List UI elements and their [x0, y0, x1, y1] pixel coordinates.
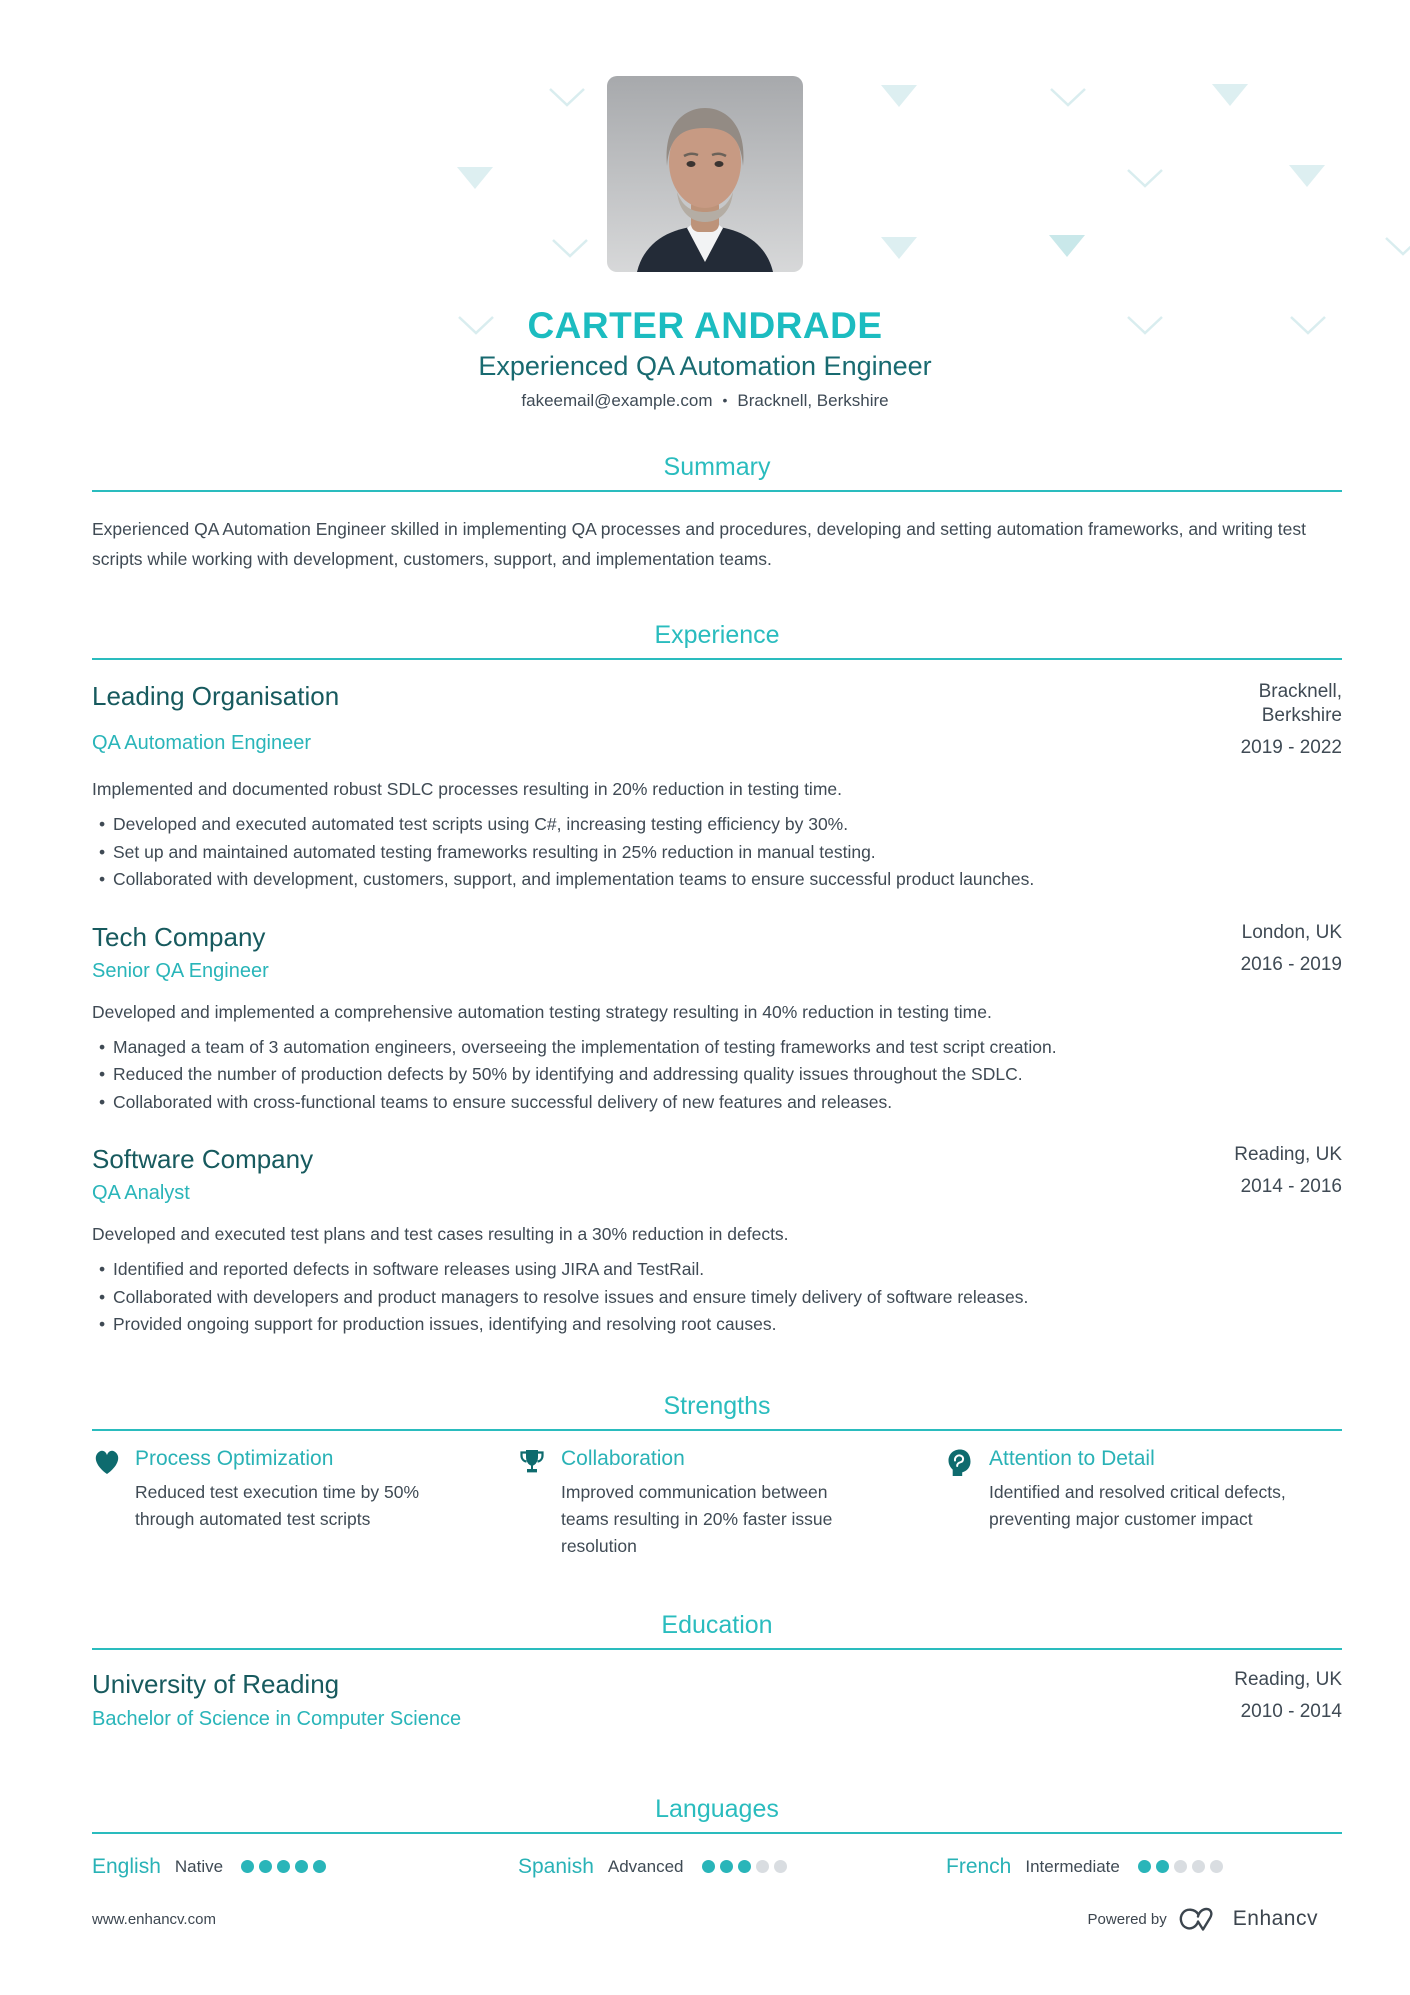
job-role: QA Automation Engineer [92, 732, 312, 754]
strength-title: Collaboration [561, 1446, 685, 1470]
bullet-item: • Managed a team of 3 automation engineers, overseeing the implementation of testing frameworks and test script creation. [92, 1034, 1342, 1062]
language-item [946, 1855, 1342, 1879]
trophy-icon [518, 1446, 561, 1483]
degree-name: Bachelor of Science in Computer Science [92, 1707, 462, 1730]
section-divider [92, 658, 1342, 660]
language-item [92, 1855, 518, 1879]
language-rating-dots [702, 1860, 787, 1873]
section-heading-strengths: Strengths [663, 1391, 771, 1420]
job-location: Bracknell, Berkshire [1258, 681, 1342, 726]
bullet-item: • Collaborated with cross-functional teams to ensure successful delivery of new features and releases. [92, 1089, 1342, 1117]
section-heading-languages: Languages [655, 1794, 779, 1823]
language-rating-dots [1138, 1860, 1223, 1873]
section-experience [92, 620, 1342, 1339]
language-name: Spanish [518, 1854, 594, 1878]
strength-text: Identified and resolved critical defects, preventing major customer impact [989, 1481, 1286, 1529]
education-dates: 2010 - 2014 [1240, 1700, 1342, 1722]
bullet-item: • Identified and reported defects in software releases using JIRA and TestRail. [92, 1256, 1342, 1284]
job-dates: 2019 - 2022 [1240, 737, 1342, 758]
contact-location: Bracknell, Berkshire [737, 391, 889, 410]
job-location: London, UK [1241, 921, 1342, 943]
section-divider [92, 1429, 1342, 1431]
bullet-item: • Collaborated with developers and product managers to resolve issues and ensure timely delivery of software releases. [92, 1284, 1342, 1312]
company-name: Leading Organisation [92, 681, 340, 711]
powered-by [1088, 1906, 1318, 1932]
strength-title: Attention to Detail [989, 1446, 1155, 1470]
experience-entry [92, 1143, 1342, 1339]
section-languages [92, 1794, 1342, 1879]
page-footer [92, 1906, 1318, 1932]
section-heading-education: Education [661, 1610, 773, 1639]
job-description: Developed and implemented a comprehensive automation testing strategy resulting in 40% reduction in testing time. [92, 1001, 992, 1022]
bullet-item: • Set up and maintained automated testing frameworks resulting in 25% reduction in manual testing. [92, 839, 1342, 867]
job-bullets [92, 1256, 1342, 1339]
section-divider [92, 490, 1342, 492]
language-name: English [92, 1854, 161, 1878]
company-name: Software Company [92, 1144, 314, 1174]
job-dates: 2016 - 2019 [1240, 953, 1342, 975]
job-role: QA Analyst [92, 1182, 190, 1204]
section-divider [92, 1832, 1342, 1834]
section-education [92, 1610, 1342, 1732]
section-heading-summary: Summary [663, 453, 771, 481]
experience-entry [92, 921, 1342, 1117]
education-location: Reading, UK [1234, 1668, 1342, 1690]
strength-item [92, 1446, 518, 1560]
job-bullets [92, 811, 1342, 894]
job-bullets [92, 1034, 1342, 1117]
bullet-item: • Developed and executed automated test scripts using C#, increasing testing efficiency by 30%. [92, 811, 1342, 839]
strength-item [946, 1446, 1342, 1560]
bullet-item: • Collaborated with development, customers, support, and implementation teams to ensure successful product launches. [92, 866, 1342, 894]
mind-icon [946, 1446, 989, 1483]
language-level: Native [174, 1856, 224, 1876]
candidate-title: Experienced QA Automation Engineer [478, 351, 932, 381]
bullet-item: • Provided ongoing support for production issues, identifying and resolving root causes. [92, 1311, 1342, 1339]
job-dates: 2014 - 2016 [1240, 1176, 1342, 1197]
strength-title: Process Optimization [135, 1446, 334, 1470]
job-role: Senior QA Engineer [92, 959, 269, 982]
summary-text: Experienced QA Automation Engineer skilled in implementing QA processes and procedures, developing and setting automation frameworks, and writing test scripts while working with development, customers, support, and implementation teams. [92, 519, 1307, 569]
company-name: Tech Company [92, 921, 266, 952]
strength-item [518, 1446, 946, 1560]
enhancv-logo-icon [1177, 1906, 1223, 1932]
job-location: Reading, UK [1234, 1144, 1342, 1165]
language-item [518, 1855, 946, 1879]
education-entry [92, 1668, 1342, 1732]
heart-icon [92, 1446, 135, 1481]
powered-by-label: Powered by [1087, 1910, 1167, 1928]
email-link[interactable]: fakeemail@example.com [521, 391, 713, 410]
language-rating-dots [241, 1860, 326, 1873]
language-name: French [946, 1854, 1012, 1878]
school-name: University of Reading [92, 1668, 340, 1699]
language-level: Advanced [607, 1856, 684, 1876]
job-description: Implemented and documented robust SDLC processes resulting in 20% reduction in testing time. [92, 779, 842, 799]
candidate-name: CARTER ANDRADE [527, 305, 883, 346]
strength-text: Reduced test execution time by 50% through automated test scripts [135, 1481, 420, 1529]
language-level: Intermediate [1025, 1856, 1120, 1876]
bullet-item: • Reduced the number of production defects by 50% by identifying and addressing quality issues throughout the SDLC. [92, 1061, 1342, 1089]
section-heading-experience: Experience [654, 621, 780, 649]
enhancv-brand-text: Enhancv [1232, 1907, 1318, 1930]
contact-separator: • [722, 392, 728, 408]
strength-text: Improved communication between teams resulting in 20% faster issue resolution [561, 1481, 833, 1556]
section-strengths [92, 1391, 1342, 1560]
section-divider [92, 1648, 1342, 1650]
job-description: Developed and executed test plans and test cases resulting in a 30% reduction in defects. [92, 1224, 789, 1244]
section-summary [92, 452, 1342, 574]
experience-entry [92, 680, 1342, 894]
website-link[interactable]: www.enhancv.com [92, 1910, 216, 1928]
